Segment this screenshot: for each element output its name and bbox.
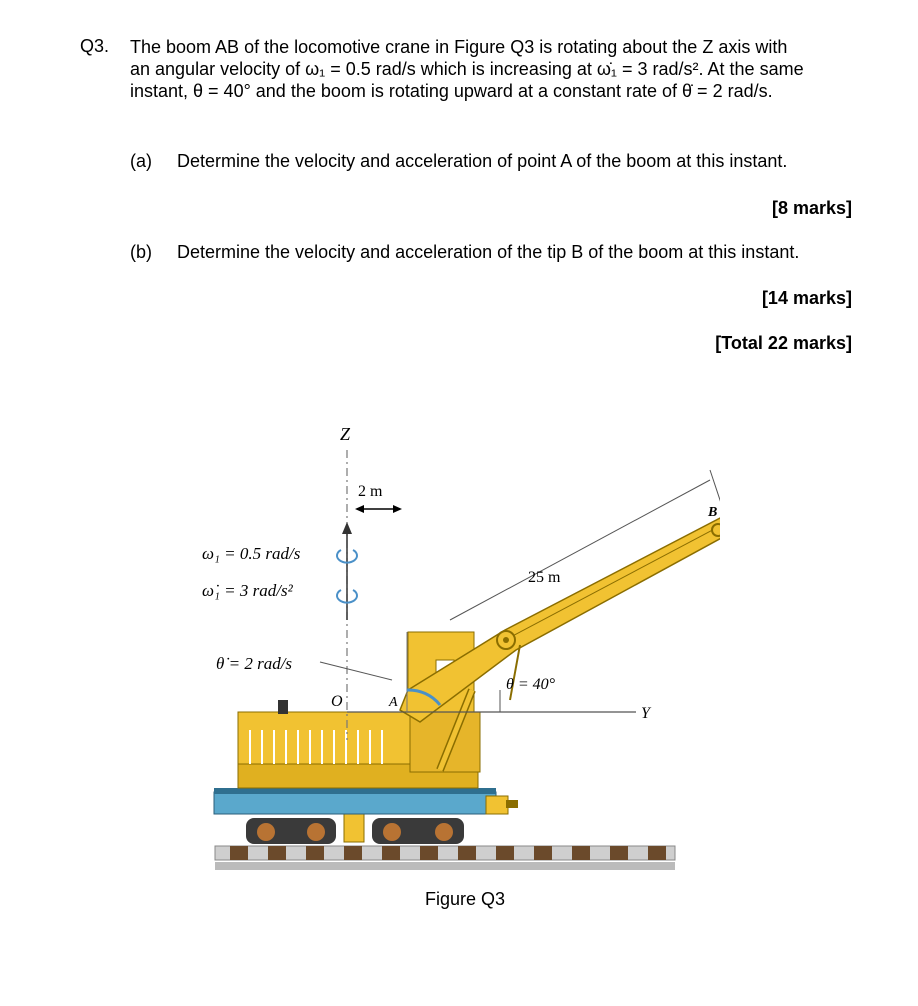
dim-2m-arrow	[355, 505, 402, 513]
part-b-text: Determine the velocity and acceleration of the tip B of the boom at this instant.	[177, 242, 800, 262]
z-label: Z	[340, 424, 351, 444]
question-line-2: an angular velocity of ω₁ = 0.5 rad/s which is increasing at ω̇₁ = 3 rad/s². At the same	[130, 59, 804, 79]
part-a-marks: [8 marks]	[771, 198, 852, 218]
omega-arrows	[337, 522, 357, 620]
part-a-text: Determine the velocity and acceleration of point A of the boom at this instant.	[177, 151, 788, 171]
boom	[400, 517, 720, 722]
part-b-label: (b)	[130, 242, 152, 262]
y-label: Y	[641, 705, 650, 722]
question-stem	[130, 36, 870, 102]
crane-figure	[180, 400, 720, 880]
dim-2m-label: 2 m	[358, 483, 383, 500]
part-b-marks: [14 marks]	[761, 288, 852, 308]
wheel-trucks	[246, 812, 464, 844]
figure-caption: Figure Q3	[425, 889, 506, 909]
a-label: A	[389, 695, 398, 710]
part-a-label: (a)	[130, 151, 152, 171]
theta-dot-label: θ̇ = 2 rad/s	[216, 654, 293, 673]
theta-dot-leader	[320, 662, 392, 680]
flat-car	[214, 788, 518, 814]
question-number: Q3.	[80, 36, 110, 56]
theta-label: θ = 40°	[506, 676, 556, 693]
omega1-label: ω₁ = 0.5 rad/s	[202, 544, 301, 563]
question-line-3: instant, θ = 40° and the boom is rotating upward at a constant rate of θ̇ = 2 rad/s.	[130, 81, 773, 101]
rail-track	[215, 846, 675, 870]
dim-25m-label: 25 m	[528, 569, 561, 586]
total-marks: [Total 22 marks]	[715, 333, 852, 353]
o-label: O	[331, 693, 343, 710]
omega1-dot-label: ω̇₁ = 3 rad/s²	[202, 581, 293, 600]
b-label: B	[708, 505, 718, 520]
question-line-1: The boom AB of the locomotive crane in Figure Q3 is rotating about the Z axis with	[130, 37, 788, 57]
